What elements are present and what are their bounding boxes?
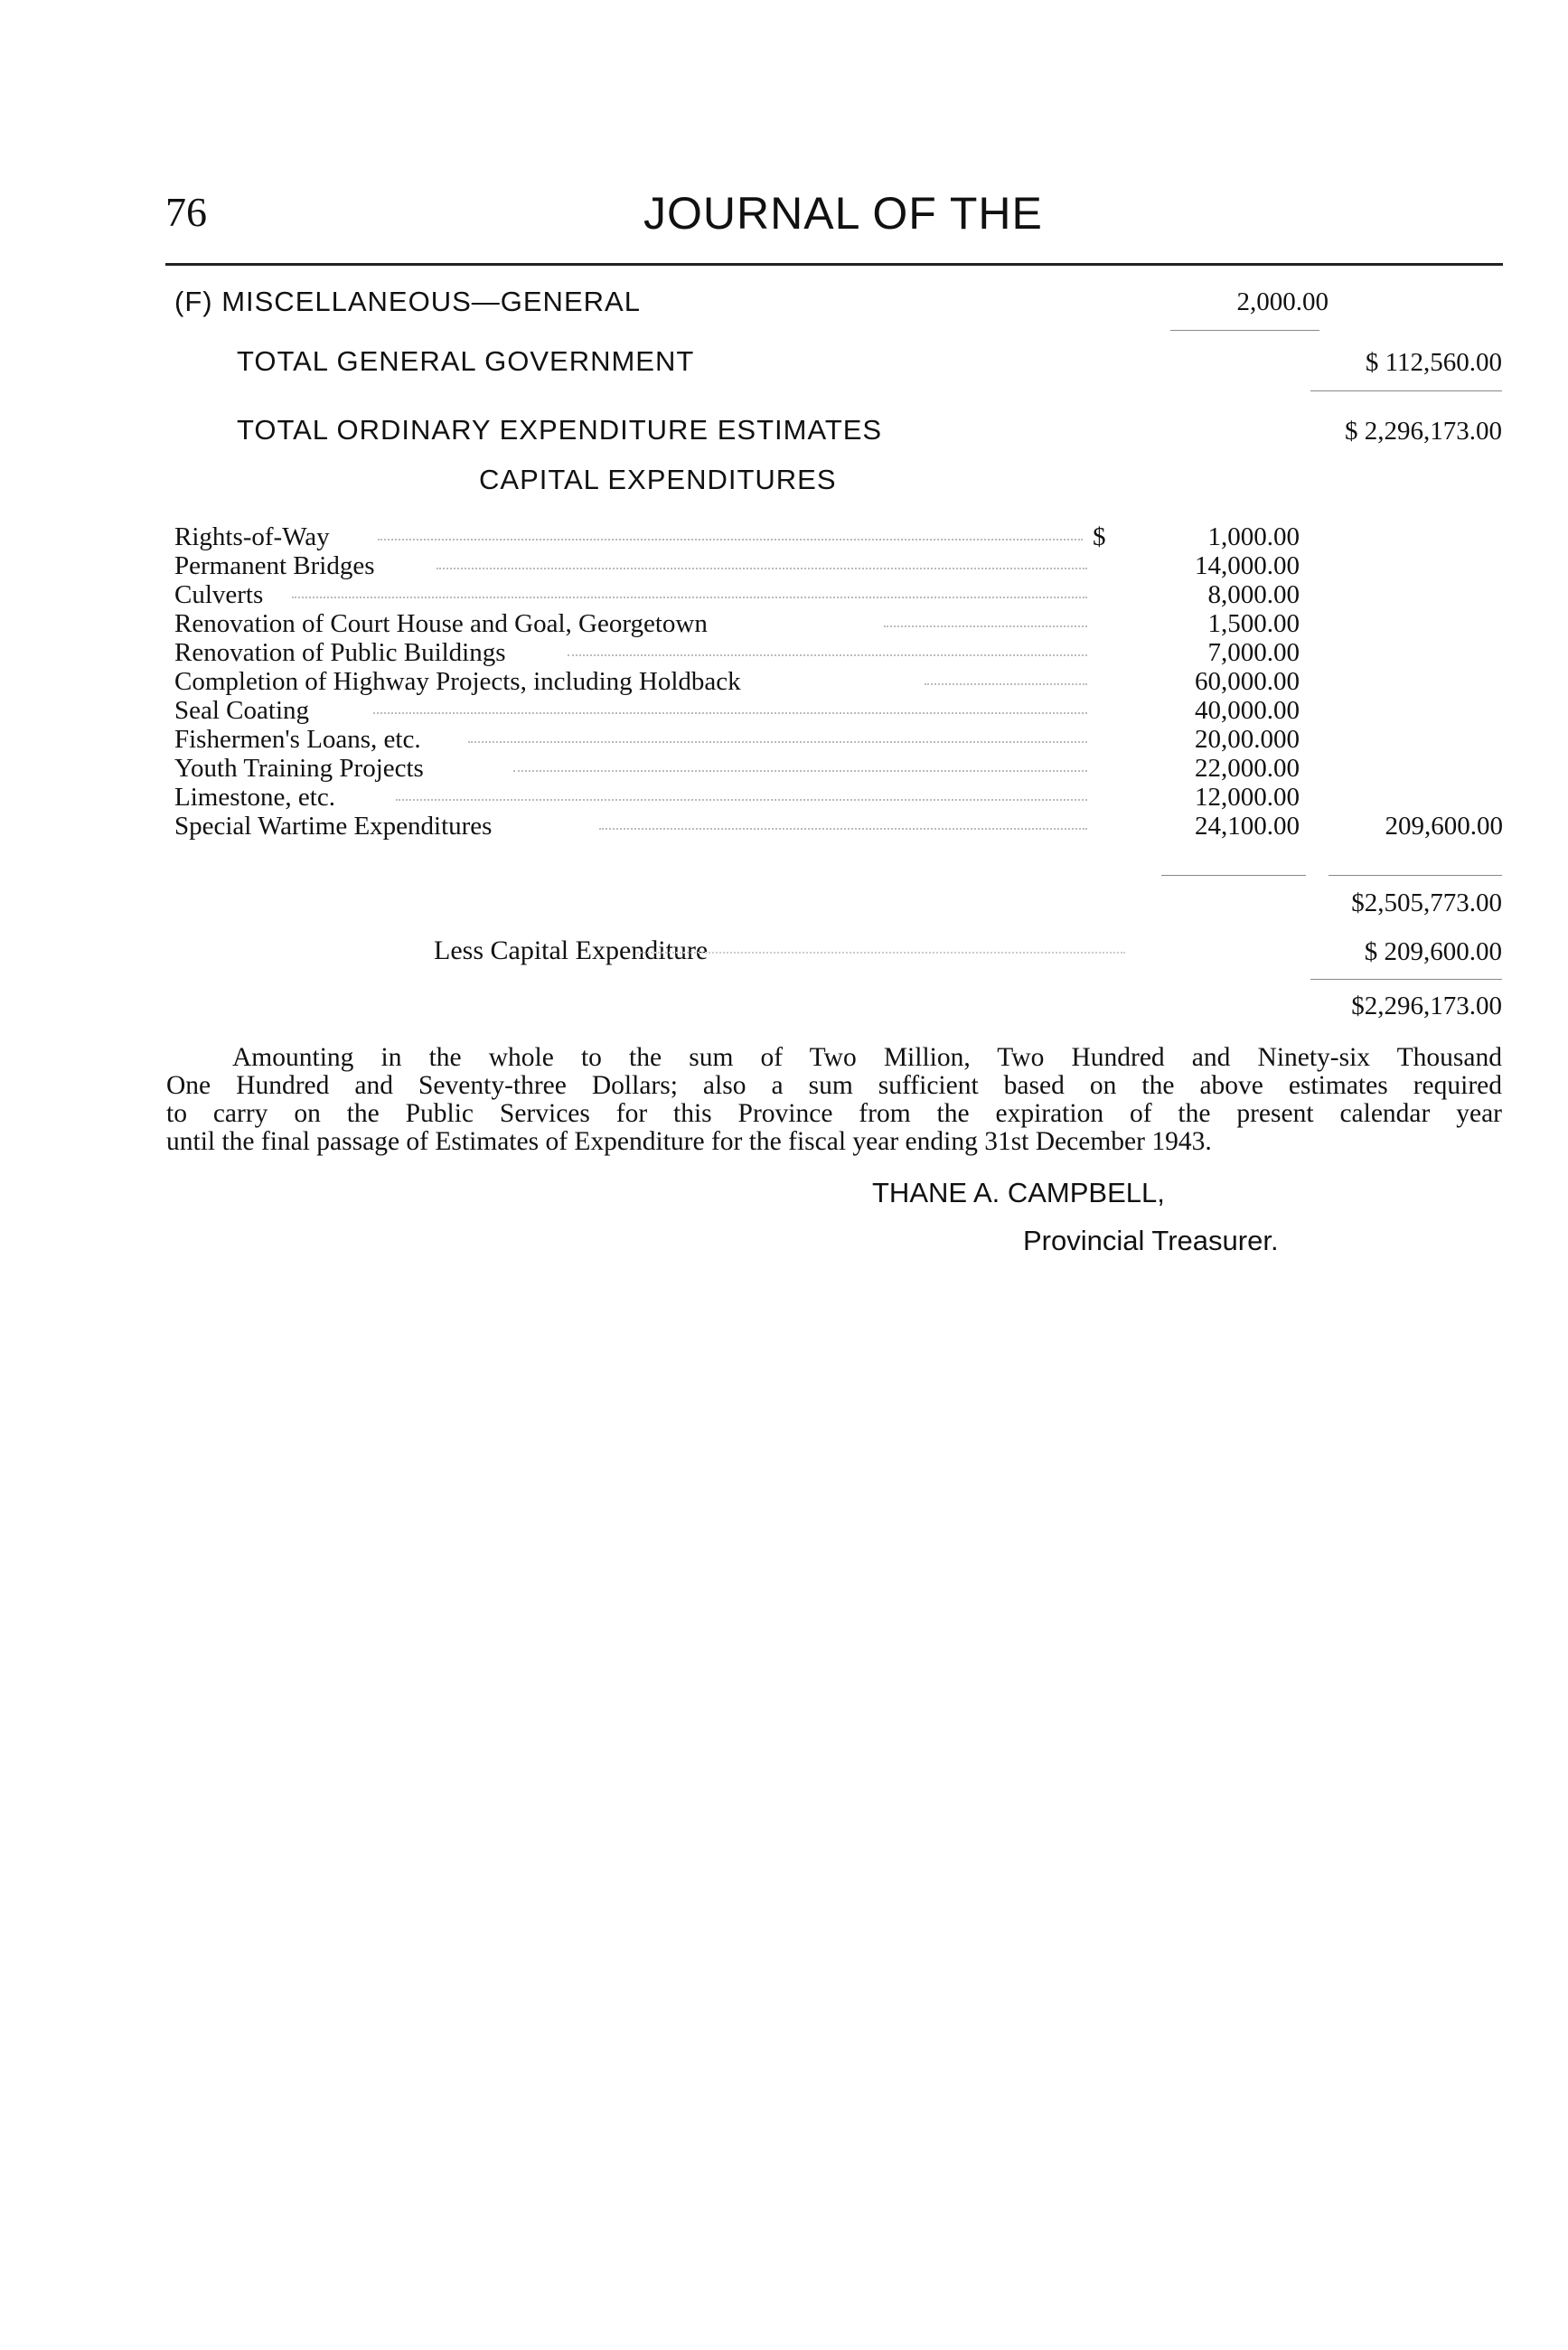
capital-expenditures-heading: CAPITAL EXPENDITURES xyxy=(479,464,837,495)
capital-total-amount: 209,600.00 xyxy=(1385,812,1503,841)
less-capital-amount: $ 209,600.00 xyxy=(1364,937,1502,966)
capital-item-label: Renovation of Court House and Goal, Georgetown xyxy=(174,609,708,638)
capital-item-row xyxy=(174,609,1503,638)
capital-item-row xyxy=(174,725,1503,754)
capital-item-amount: 12,000.00 xyxy=(1195,783,1300,812)
leader-dots xyxy=(373,712,1087,714)
capital-item-label: Limestone, etc. xyxy=(174,783,335,812)
paragraph-line: to carry on the Public Services for this Province from the expiration of the present calendar year xyxy=(166,1099,1502,1128)
signature-name: THANE A. CAMPBELL, xyxy=(872,1177,1165,1208)
capital-item-label: Completion of Highway Projects, including Holdback xyxy=(174,667,741,696)
capital-item-label: Culverts xyxy=(174,580,264,609)
paragraph-line: One Hundred and Seventy-three Dollars; also a sum sufficient based on the above estimates required xyxy=(166,1071,1502,1100)
total-column-rule xyxy=(1329,875,1502,876)
leader-dots xyxy=(468,741,1087,743)
paragraph-line: Amounting in the whole to the sum of Two Million, Two Hundred and Ninety-six Thousand xyxy=(232,1043,1502,1072)
capital-item-label: Special Wartime Expenditures xyxy=(174,812,493,841)
leader-dots xyxy=(378,539,1083,540)
capital-item-row xyxy=(174,551,1503,580)
capital-item-row xyxy=(174,754,1503,783)
capital-item-row xyxy=(174,522,1503,551)
capital-item-amount: 24,100.00 xyxy=(1195,812,1300,841)
capital-item-amount: 14,000.00 xyxy=(1195,551,1300,580)
total-general-government-label: TOTAL GENERAL GOVERNMENT xyxy=(237,345,695,377)
currency-symbol: $ xyxy=(1093,522,1106,551)
capital-item-amount: 22,000.00 xyxy=(1195,754,1300,783)
leader-dots xyxy=(884,625,1087,627)
capital-items-list xyxy=(174,522,1503,841)
less-capital-rule xyxy=(1310,979,1502,980)
total-general-government-rule xyxy=(1310,390,1502,391)
leader-dots xyxy=(437,568,1087,569)
closing-paragraph xyxy=(166,1044,1502,1156)
page-number: 76 xyxy=(165,189,207,235)
leader-dots xyxy=(568,654,1087,656)
capital-item-amount: 1,000.00 xyxy=(1207,522,1300,551)
capital-item-row xyxy=(174,638,1503,667)
paragraph-line: until the final passage of Estimates of Expenditure for the fiscal year ending 31st December 1943. xyxy=(166,1127,1212,1156)
total-ordinary-label: TOTAL ORDINARY EXPENDITURE ESTIMATES xyxy=(237,414,883,446)
capital-item-amount: 8,000.00 xyxy=(1207,580,1300,609)
miscellaneous-rule xyxy=(1170,330,1319,331)
leader-dots xyxy=(513,770,1087,772)
capital-item-amount: 40,000.00 xyxy=(1195,696,1300,725)
capital-item-label: Fishermen's Loans, etc. xyxy=(174,725,421,754)
leader-dots xyxy=(599,828,1087,830)
leader-dots xyxy=(396,799,1087,801)
capital-item-label: Seal Coating xyxy=(174,696,310,725)
capital-item-label: Youth Training Projects xyxy=(174,754,424,783)
header-rule xyxy=(165,263,1503,266)
total-general-government-amount: $ 112,560.00 xyxy=(1365,348,1502,377)
capital-item-label: Renovation of Public Buildings xyxy=(174,638,506,667)
subtotal-amount: $2,505,773.00 xyxy=(1351,888,1502,917)
capital-item-row xyxy=(174,783,1503,812)
leader-dots xyxy=(637,952,1125,954)
capital-item-amount: 1,500.00 xyxy=(1207,609,1300,638)
capital-column-rule xyxy=(1161,875,1306,876)
miscellaneous-amount: 2,000.00 xyxy=(1236,287,1329,316)
capital-item-label: Permanent Bridges xyxy=(174,551,375,580)
signature-title: Provincial Treasurer. xyxy=(1023,1225,1279,1256)
capital-item-amount: 20,00.000 xyxy=(1195,725,1300,754)
capital-item-row xyxy=(174,667,1503,696)
capital-item-label: Rights-of-Way xyxy=(174,522,330,551)
capital-item-row xyxy=(174,696,1503,725)
total-ordinary-amount: $ 2,296,173.00 xyxy=(1345,417,1502,446)
running-head: JOURNAL OF THE xyxy=(643,188,1043,239)
capital-item-amount: 7,000.00 xyxy=(1207,638,1300,667)
miscellaneous-label: (F) MISCELLANEOUS—GENERAL xyxy=(174,286,641,317)
leader-dots xyxy=(925,683,1087,685)
less-capital-label: Less Capital Expenditure xyxy=(434,935,709,965)
capital-item-amount: 60,000.00 xyxy=(1195,667,1300,696)
grand-total-amount: $2,296,173.00 xyxy=(1351,992,1502,1020)
capital-item-row xyxy=(174,812,1503,841)
leader-dots xyxy=(292,597,1087,598)
capital-item-row xyxy=(174,580,1503,609)
